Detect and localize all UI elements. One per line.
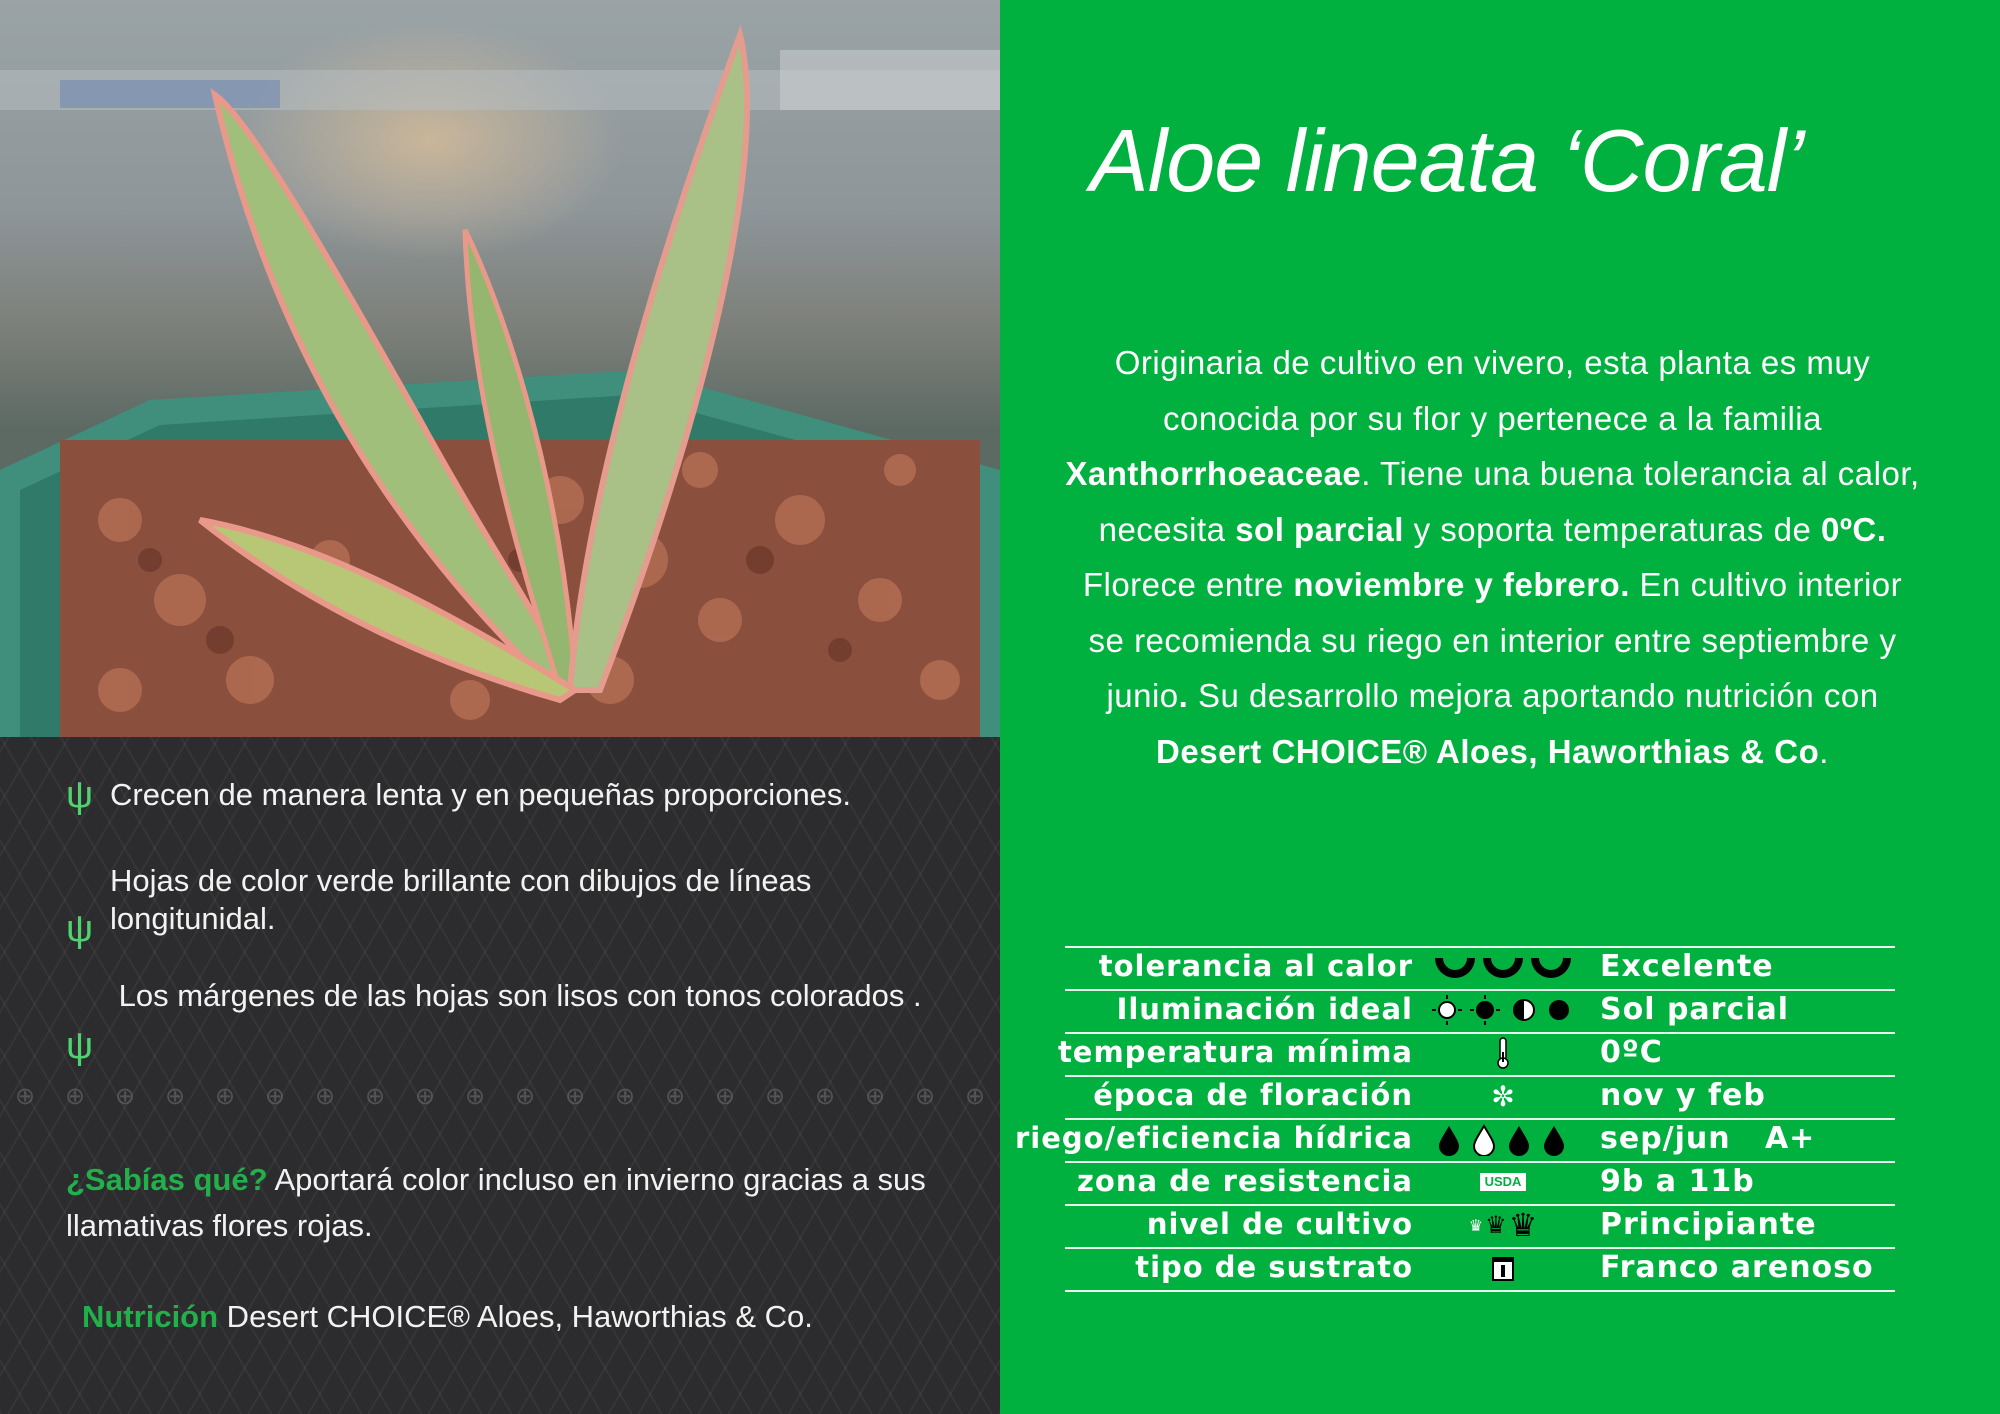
- desc-bold-bloom: noviembre y febrero.: [1293, 566, 1630, 603]
- specs-table: [1015, 946, 1895, 1292]
- heat-tolerance-icons: [1431, 948, 1575, 986]
- cactus-icon: ψ: [66, 908, 94, 950]
- spec-value: nov y feb: [1600, 1078, 1766, 1113]
- sun-exposure-icons: [1431, 991, 1575, 1029]
- aloe-plant-illustration: [0, 0, 1000, 737]
- desc-text: Originaria de cultivo en vivero, esta planta es muy conocida por su flor y pertenece a la familia: [1114, 344, 1871, 437]
- spec-label: Iluminación ideal: [1116, 992, 1413, 1026]
- spec-label: época de floración: [1093, 1078, 1413, 1112]
- spec-label: tipo de sustrato: [1135, 1250, 1413, 1284]
- spec-value: Principiante: [1600, 1207, 1817, 1242]
- spec-row-bloom: [1065, 1075, 1895, 1118]
- desc-text: En cultivo interior se recomienda su riego en interior entre septiembre y junio: [1088, 566, 1903, 714]
- spec-row-level: [1065, 1204, 1895, 1247]
- plant-photo: [0, 0, 1000, 737]
- spec-label: nivel de cultivo: [1146, 1207, 1413, 1241]
- water-drop-icons: [1431, 1120, 1575, 1158]
- spec-value: sep/jun A+: [1600, 1121, 1816, 1156]
- spec-row-temp: [1057, 1032, 1895, 1075]
- spec-value: 0ºC: [1600, 1035, 1663, 1070]
- did-you-know-text: Aportará color incluso en invierno gracias a sus llamativas flores rojas.: [66, 1162, 926, 1243]
- spec-row-zone: [1065, 1161, 1895, 1204]
- spec-value: 9b a 11b: [1600, 1164, 1755, 1199]
- spec-row-light: [1065, 989, 1895, 1032]
- desc-bold-family: Xanthorrhoeaceae: [1065, 455, 1362, 492]
- spec-value: Sol parcial: [1600, 992, 1790, 1027]
- did-you-know-label: ¿Sabías qué?: [66, 1162, 268, 1197]
- spec-value: Franco arenoso: [1600, 1250, 1874, 1285]
- usda-logo-icon: [1431, 1163, 1575, 1201]
- decorative-pattern: ⊕ ⊕ ⊕ ⊕ ⊕ ⊕ ⊕ ⊕ ⊕ ⊕ ⊕ ⊕ ⊕ ⊕ ⊕ ⊕ ⊕ ⊕ ⊕ ⊕: [14, 1082, 986, 1110]
- page-title: Aloe lineata ‘Coral’: [1090, 111, 1804, 210]
- cactus-icon: ψ: [66, 774, 94, 816]
- usda-logo-text: USDA: [1480, 1173, 1527, 1191]
- nutrition-line: [82, 1299, 813, 1335]
- cactus-icon: ψ: [66, 1025, 94, 1067]
- spec-row-substrate: [1065, 1247, 1895, 1292]
- nutrition-text: Desert CHOICE® Aloes, Haworthias & Co.: [218, 1299, 813, 1334]
- feature-text-3: Los márgenes de las hojas son lisos con tonos colorados .: [110, 978, 922, 1013]
- substrate-icon: [1431, 1249, 1575, 1287]
- spec-label: riego/eficiencia hídrica: [1015, 1121, 1413, 1155]
- desc-text: Su desarrollo mejora aportando nutrición con: [1188, 677, 1879, 714]
- description-paragraph: [1065, 335, 1920, 779]
- desc-text: y soporta temperaturas de: [1403, 510, 1821, 548]
- desc-bold-light: sol parcial: [1235, 510, 1404, 548]
- spec-row-heat: [1065, 946, 1895, 989]
- spec-label: temperatura mínima: [1057, 1035, 1413, 1069]
- crown-icons: ♛ ♛ ♛: [1468, 1206, 1538, 1244]
- desc-text: . Tiene una buena tolerancia al calor, necesita: [1098, 455, 1920, 548]
- desc-bold-brand: Desert CHOICE® Aloes, Haworthias & Co: [1156, 732, 1820, 770]
- desc-text: .: [1819, 732, 1829, 770]
- desc-text: Florece entre: [1082, 566, 1294, 603]
- desc-bold-dot: .: [1178, 677, 1189, 714]
- spec-label: tolerancia al calor: [1098, 949, 1413, 983]
- spec-value: Excelente: [1600, 949, 1774, 984]
- spec-row-water: [1015, 1118, 1895, 1161]
- feature-text-2: Hojas de color verde brillante con dibujos de líneas longitunidal.: [110, 863, 812, 936]
- did-you-know: [66, 1157, 966, 1249]
- feature-text-1: Crecen de manera lenta y en pequeñas proporciones.: [110, 777, 852, 812]
- spec-label: zona de resistencia: [1077, 1164, 1413, 1198]
- nutrition-label: Nutrición: [82, 1299, 219, 1334]
- flower-icon: ✼: [1491, 1079, 1515, 1113]
- desc-bold-temp: 0ºC.: [1820, 510, 1887, 548]
- thermometer-icon: [1431, 1034, 1575, 1072]
